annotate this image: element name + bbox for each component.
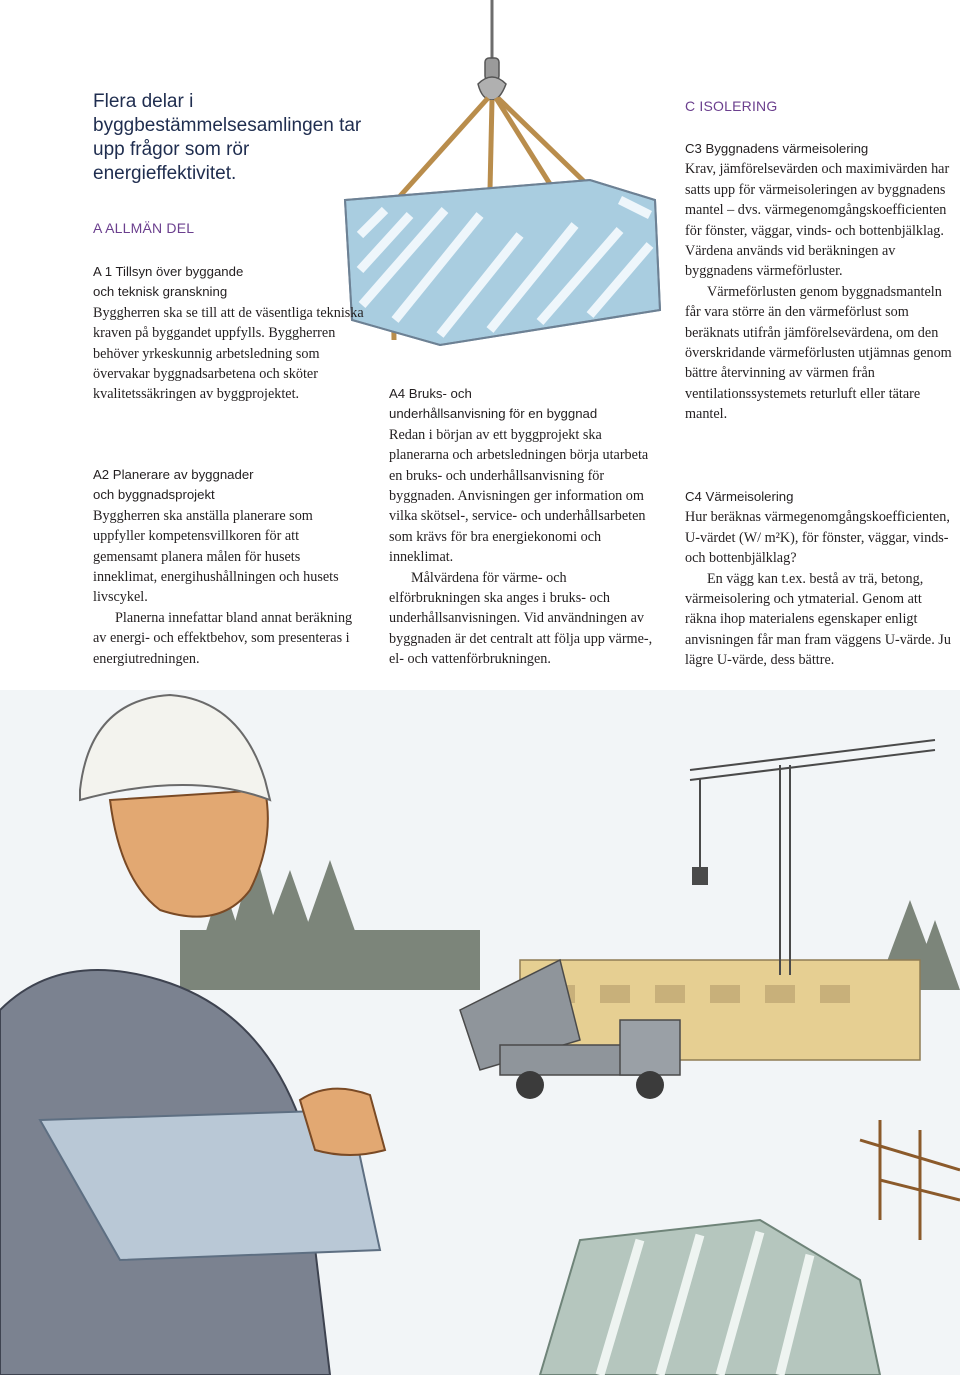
c3-body2: Värmeförlusten genom byggnadsmanteln får vara större än den värmeförlust som beräknats utifrån jämförelsevärdena, om den överskridande värmeförlusten utjämnas genom bättre återvinning av värmen från ventilationssystemets returluft eller tätare mantel. [685, 283, 952, 423]
c4-body: Hur beräknas värmegenomgångskoefficienten, U-värdet (W/ m²K), för fönster, väggar, vinds- och bottenbjälklag? [685, 509, 950, 567]
a1-body: Byggherren ska se till att de väsentliga tekniska kraven på byggandet uppfylls. Byggherren behöver yrkeskunnig arbetsledning som övervakar byggnadsarbetena och sköter kvalitetssäkringen av byggprojektet. [93, 304, 364, 403]
c4-body2: En vägg kan t.ex. bestå av trä, betong, värmeisolering och ytmaterial. Genom att räkna ihop materialens egenskaper enligt anvisningen får man fram väggens U-värde. Ju lägre U-värde, dess bättre. [685, 570, 951, 669]
section-c-heading: C ISOLERING [685, 98, 778, 114]
c4-title: C4 Värmeisolering [685, 489, 794, 504]
section-a4 [389, 384, 661, 670]
a4-body2: Målvärdena för värme- och elförbrukningen ska anges i bruks- och underhållsanvisningen. Vid användningen av byggnaden är det centralt att följa upp värme-, el- och vattenförbrukningen. [389, 569, 653, 668]
section-c4 [685, 487, 953, 671]
a1-title-line2: och teknisk granskning [93, 284, 228, 300]
a2-title-line1: A2 Planerare av byggnader [93, 467, 254, 482]
section-c3 [685, 139, 953, 425]
a4-body: Redan i början av ett byggprojekt ska planerarna och arbetsledningen börja utarbeta en bruks- och underhållsanvisning för byggnaden. Anvisningen ger information om vilka skötsel-, service- och underhållsarbeten som krävs för bra energiekonomi och inneklimat. [389, 426, 649, 566]
a2-title-line2: och byggnadsprojekt [93, 487, 215, 503]
section-a-heading: A ALLMÄN DEL [93, 220, 195, 236]
insulation-bundle [345, 180, 660, 345]
intro-heading: Flera delar i byggbestämmelsesamlingen tar upp frågor som rör energieffektivitet. [93, 91, 362, 184]
c3-title: C3 Byggnadens värmeisolering [685, 141, 869, 156]
a2-body2: Planerna innefattar bland annat beräkning av energi- och effektbehov, som presenteras i energiutredningen. [93, 609, 353, 667]
a2-body: Byggherren ska anställa planerare som uppfyller kompetensvillkoren för att gemensamt planera målen för husets inneklimat, energihushållningen och husets livscykel. [93, 507, 339, 606]
a1-title-line1: A 1 Tillsyn över byggande [93, 264, 244, 279]
section-a2 [93, 465, 365, 669]
a4-title-line2: underhållsanvisning för en byggnad [389, 406, 598, 422]
crane-hook-icon [478, 0, 506, 100]
section-a1 [93, 262, 365, 405]
c3-body: Krav, jämförelsevärden och maximivärden har satts upp för värmeisoleringen av byggnadens mantel – dvs. värmegenomgångskoefficienten för fönster, väggar, vinds- och bottenbjälklag. Värdena används vid beräkningen av byggnadens värmeförluster. [685, 161, 950, 280]
a4-title-line1: A4 Bruks- och [389, 386, 472, 401]
